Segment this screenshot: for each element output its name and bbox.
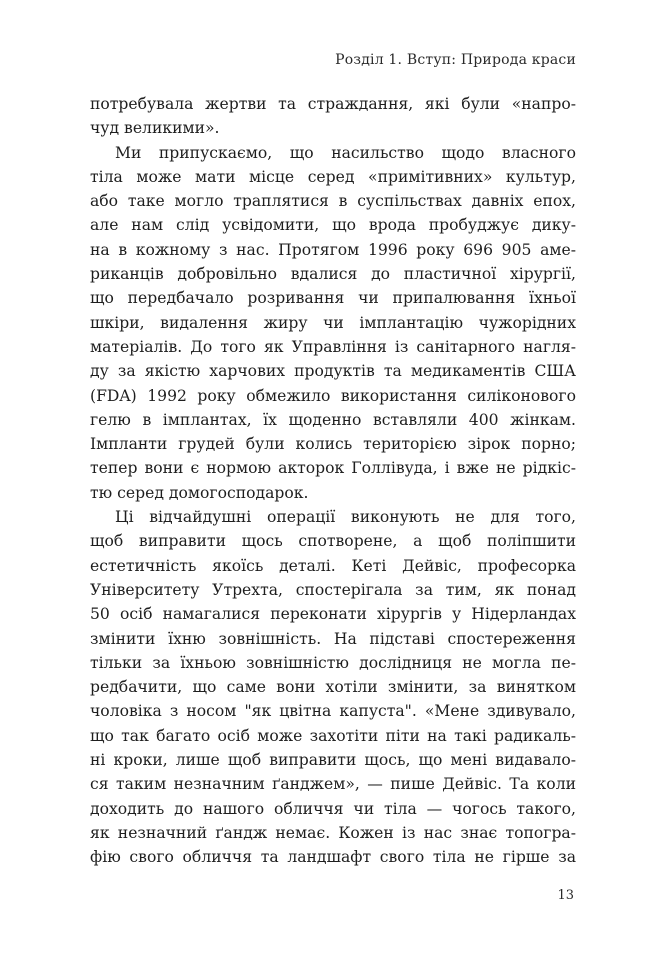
text-line: Ми припускаємо, що насильство щодо власного: [115, 143, 576, 162]
paragraph-1: [90, 92, 576, 141]
paragraph-3: [90, 505, 576, 869]
text-line: риканців добровільно вдалися до пластичної хірургії,: [90, 265, 576, 284]
text-line: 50 осіб намагалися переконати хірургів у Нідерландах: [90, 605, 576, 624]
text-line: ні кроки, лише щоб виправити щось, що мені видавало-: [90, 751, 576, 770]
text-line: фію свого обличчя та ландшафт свого тіла не гірше за: [90, 848, 576, 867]
text-line: тільки за їхньою зовнішністю дослідниця не могла пе-: [90, 653, 576, 672]
text-line: чоловіка з носом "як цвітна капуста". «Мене здивувало,: [90, 702, 576, 721]
text-line: тю серед домогосподарок.: [90, 483, 309, 502]
text-line: змінити їхню зовнішність. На підставі спостереження: [90, 629, 576, 648]
body-text: [90, 92, 576, 870]
text-line: чуд великими».: [90, 119, 220, 138]
text-line: (FDA) 1992 року обмежило використання силіконового: [90, 386, 576, 405]
text-line: тепер вони є нормою акторок Голлівуда, і вже не рідкіс-: [90, 459, 576, 478]
text-line: шкіри, видалення жиру чи імплантацію чужорідних: [90, 313, 576, 332]
text-line: на в кожному з нас. Протягом 1996 року 696 905 аме-: [90, 240, 576, 259]
text-line: Імпланти грудей були колись територією зірок порно;: [90, 435, 576, 454]
text-line: Університету Утрехта, спостерігала за тим, як понад: [90, 580, 576, 599]
page-number: 13: [557, 888, 574, 903]
text-line: тіла може мати місце серед «примітивних» культур,: [90, 167, 576, 186]
text-line: редбачити, що саме вони хотіли змінити, за винятком: [90, 678, 576, 697]
text-line: гелю в імплантах, їх щоденно вставляли 400 жінкам.: [90, 410, 576, 429]
text-line: естетичність якоїсь деталі. Кеті Дейвіс, професорка: [90, 556, 576, 575]
text-line: доходить до нашого обличчя чи тіла — чогось такого,: [90, 799, 576, 818]
text-line: що передбачало розривання чи припалювання їхньої: [90, 289, 576, 308]
text-line: але нам слід усвідомити, що врода пробуджує дику-: [90, 216, 576, 235]
text-line: матеріалів. До того як Управління із санітарного нагля-: [90, 337, 576, 356]
text-line: щоб виправити щось спотворене, а щоб поліпшити: [90, 532, 576, 551]
paragraph-2: [90, 141, 576, 505]
text-line: або таке могло траплятися в суспільствах давніх епох,: [90, 192, 576, 211]
text-line: як незначний ґандж немає. Кожен із нас знає топогра-: [90, 823, 576, 842]
text-line: ся таким незначним ґанджем», — пише Дейвіс. Та коли: [90, 775, 576, 794]
text-line: що так багато осіб може захотіти піти на такі радикаль-: [90, 726, 576, 745]
text-line: потребувала жертви та страждання, які були «напро-: [90, 95, 576, 113]
running-header: Розділ 1. Вступ: Природа краси: [335, 52, 576, 68]
text-line: Ці відчайдушні операції виконують не для того,: [115, 508, 576, 527]
text-line: ду за якістю харчових продуктів та медикаментів США: [90, 362, 576, 381]
